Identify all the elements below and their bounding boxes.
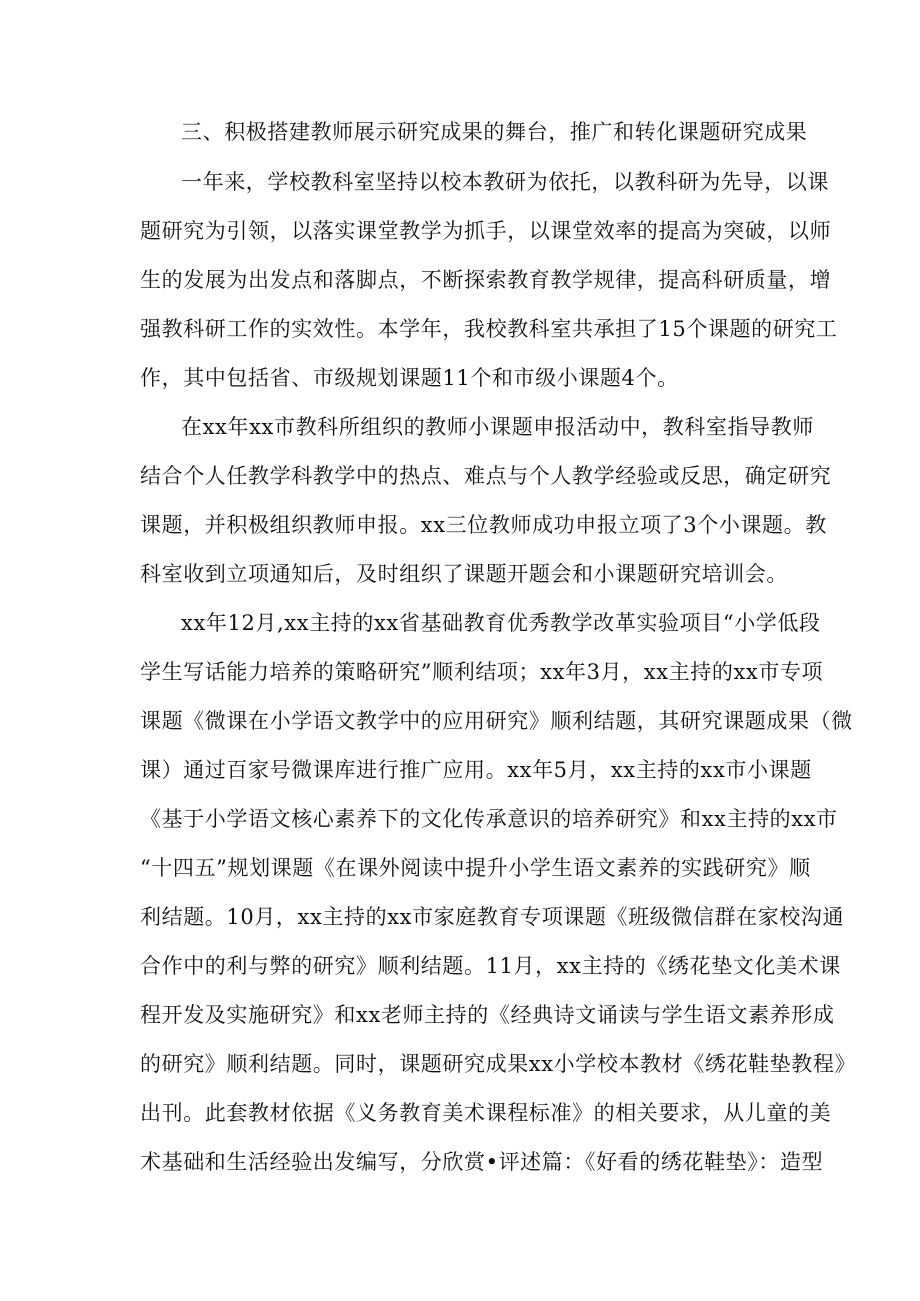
paragraph-3-line-11: 出刊。此套教材依据《义务教育美术课程标准》的相关要求，从儿童的美 [140, 1101, 832, 1125]
paragraph-3-line-1: xx年12月,xx主持的xx省基础教育优秀教学改革实验项目“小学低段 [181, 611, 821, 635]
paragraph-1-line-4: 强教科研工作的实效性。本学年，我校教科室共承担了15个课题的研究工 [140, 317, 838, 341]
paragraph-3-line-7: 利结题。10月，xx主持的xx市家庭教育专项课题《班级微信群在家校沟通 [140, 905, 845, 929]
paragraph-1-line-3: 生的发展为出发点和落脚点，不断探索教育教学规律，提高科研质量，增 [140, 268, 832, 292]
paragraph-1-line-2: 题研究为引领，以落实课堂教学为抓手，以课堂效率的提高为突破，以师 [140, 219, 832, 243]
paragraph-1-line-1: 一年来，学校教科室坚持以校本教研为依托，以教科研为先导，以课 [181, 170, 829, 194]
paragraph-3-line-3: 课题《微课在小学语文教学中的应用研究》顺利结题，其研究课题成果（微 [140, 709, 853, 733]
paragraph-3-line-12: 术基础和生活经验出发编写，分欣赏•评述篇：《好看的绣花鞋垫》：造型 [140, 1150, 824, 1174]
paragraph-3-line-8: 合作中的利与弊的研究》顺利结题。11月，xx主持的《绣花垫文化美术课 [140, 954, 841, 978]
paragraph-2-line-3: 课题，并积极组织教师申报。xx三位教师成功申报立项了3个小课题。教 [140, 513, 827, 537]
paragraph-2-line-1: 在xx年xx市教科所组织的教师小课题申报活动中，教科室指导教师 [181, 415, 814, 439]
paragraph-3-line-2: 学生写话能力培养的策略研究”顺利结项；xx年3月，xx主持的xx市专项 [140, 660, 824, 684]
paragraph-2-line-4: 科室收到立项通知后，及时组织了课题开题会和小课题研究培训会。 [140, 562, 788, 586]
paragraph-3-line-6: “十四五”规划课题《在课外阅读中提升小学生语文素养的实践研究》顺 [140, 856, 811, 880]
paragraph-2-line-2: 结合个人任教学科教学中的热点、难点与个人教学经验或反思，确定研究 [140, 464, 832, 488]
paragraph-3-line-9: 程开发及实施研究》和xx老师主持的《经典诗文诵读与学生语文素养形成 [140, 1003, 835, 1027]
paragraph-3-line-10: 的研究》顺利结题。同时，课题研究成果xx小学校本教材《绣花鞋垫教程》 [140, 1052, 857, 1076]
paragraph-1-line-5: 作，其中包括省、市级规划课题11个和市级小课题4个。 [140, 366, 679, 390]
section-heading: 三、积极搭建教师展示研究成果的舞台，推广和转化课题研究成果 [181, 120, 808, 144]
paragraph-3-line-5: 《基于小学语文核心素养下的文化传承意识的培养研究》和xx主持的xx市 [140, 807, 838, 831]
paragraph-3-line-4: 课）通过百家号微课库进行推广应用。xx年5月，xx主持的xx市小课题 [140, 758, 812, 782]
